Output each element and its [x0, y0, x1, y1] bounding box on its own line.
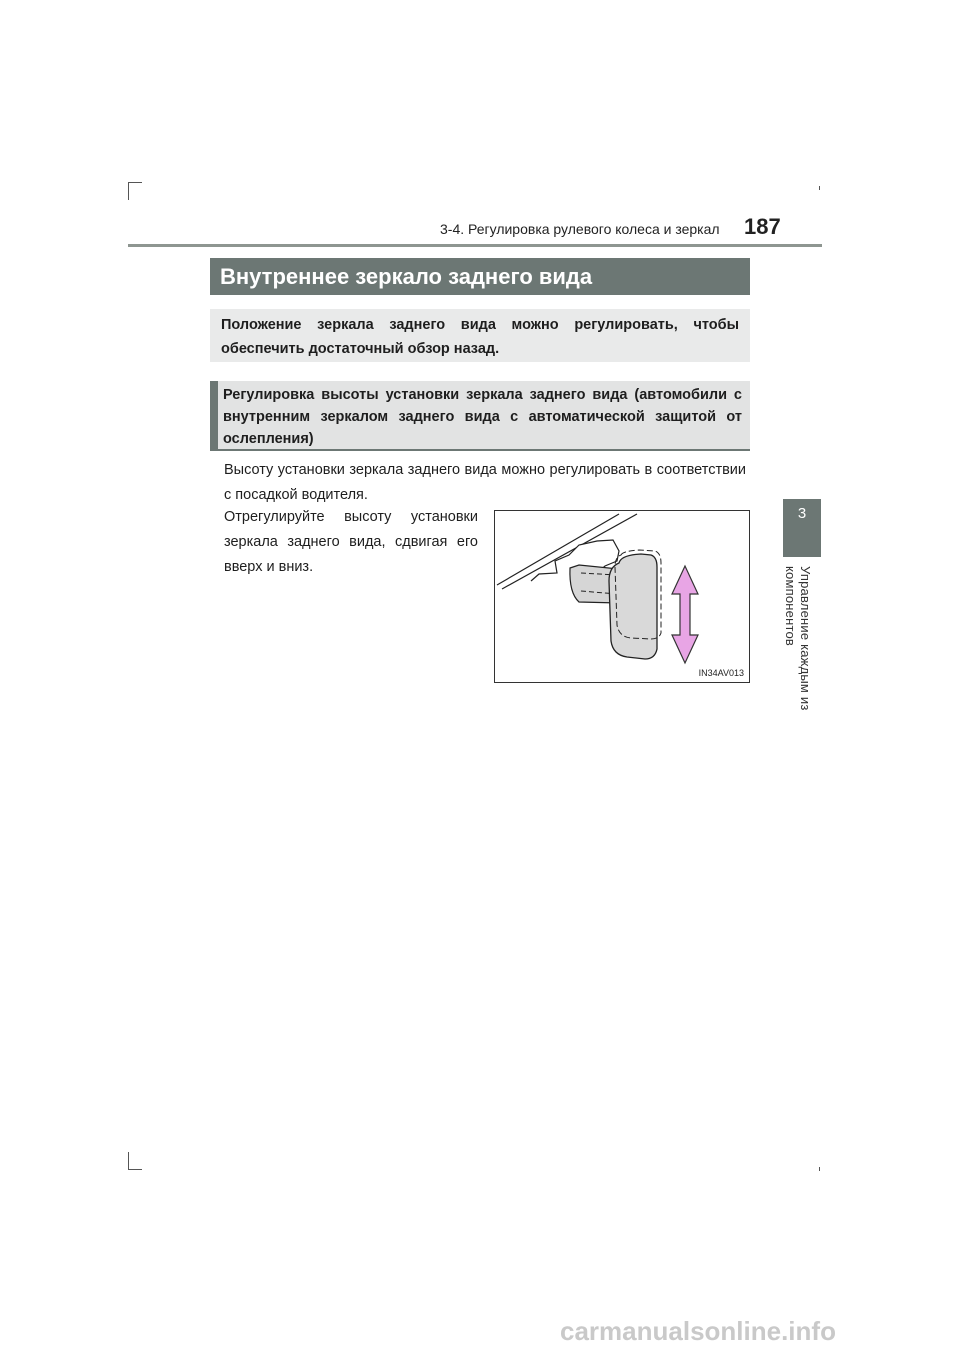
mirror-illustration	[494, 510, 750, 683]
paragraph-instruction: Отрегулируйте высоту установки зеркала заднего вида, сдвигая его вверх и вниз.	[224, 509, 478, 575]
crop-mark-top-right	[819, 186, 820, 190]
chapter-caption: Управление каждым из компонентов	[783, 566, 813, 711]
paragraph-height-adjust: Высоту установки зеркала заднего вида можно регулировать в соответствии с посадкой водителя.	[224, 462, 746, 503]
chapter-tab: 3	[783, 499, 821, 557]
header-divider	[128, 244, 822, 247]
crop-mark-top-left-v	[128, 182, 129, 200]
crop-mark-bottom-right	[819, 1167, 820, 1171]
intro-box: Положение зеркала заднего вида можно регулировать, чтобы обеспечить достаточный обзор назад.	[210, 309, 750, 362]
watermark: carmanualsonline.info	[560, 1316, 836, 1346]
figure-code: IN34AV013	[698, 668, 744, 678]
up-down-arrow-icon	[672, 566, 698, 663]
crop-mark-bottom-left-h	[128, 1169, 142, 1170]
header-section-title: 3-4. Регулировка рулевого колеса и зеркал	[440, 221, 720, 237]
page-number: 187	[744, 214, 781, 239]
mirror-drawing	[495, 511, 751, 684]
crop-mark-bottom-left-v	[128, 1152, 129, 1170]
subsection-heading: Регулировка высоты установки зеркала заднего вида (автомобили с внутренним зеркалом заднего вида с автоматической защитой от ослепления)	[210, 381, 750, 451]
section-title: Внутреннее зеркало заднего вида	[210, 258, 750, 295]
crop-mark-top-left-h	[128, 182, 142, 183]
